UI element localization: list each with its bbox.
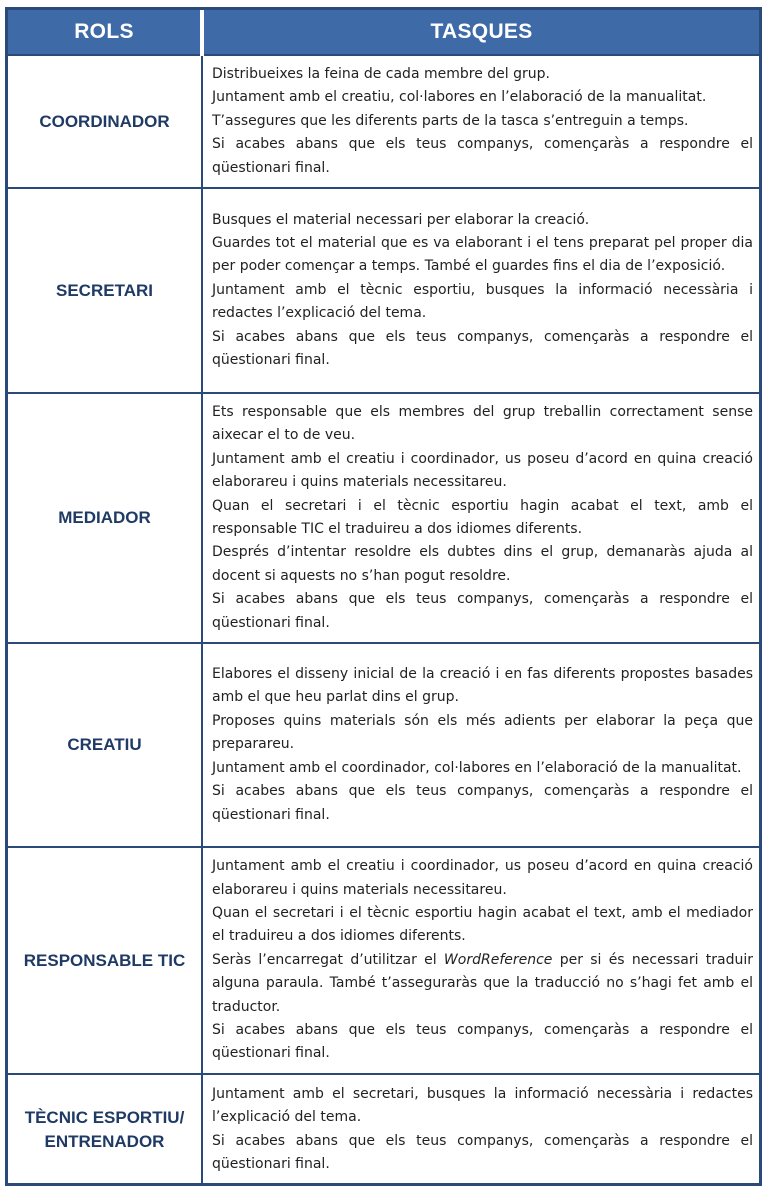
roles-table xyxy=(8,10,759,1184)
task-text-after: per si és necessari traduir alguna paraula. També t’asseguraràs que la traducció no s’hagi fet amb el traductor. xyxy=(212,951,753,1015)
role-name-line-1: TÈCNIC ESPORTIU/ xyxy=(24,1107,185,1127)
role-name: SECRETARI xyxy=(8,188,202,393)
task-item xyxy=(212,949,753,1019)
table-row xyxy=(8,55,759,188)
task-item: Quan el secretari i el tècnic esportiu hagin acabat el text, amb el mediador el traduireu a dos idiomes diferents. xyxy=(212,904,753,945)
table-row xyxy=(8,188,759,393)
task-item: Guardes tot el material que es va elaborant i el tens preparat pel proper dia per poder començar a temps. També el guardes fins el dia de l’exposició. xyxy=(212,234,753,275)
role-name xyxy=(8,1074,202,1184)
header-roles: ROLS xyxy=(8,10,202,55)
task-item: Si acabes abans que els teus companys, començaràs a respondre el qüestionari final. xyxy=(212,136,753,176)
role-name: CREATIU xyxy=(8,643,202,847)
task-list xyxy=(202,643,759,847)
header-row xyxy=(8,10,759,55)
task-item: Juntament amb el creatiu, col·labores en l’elaboració de la manualitat. xyxy=(212,89,707,106)
role-name: MEDIADOR xyxy=(8,393,202,643)
task-text-before: Seràs l’encarregat d’utilitzar el xyxy=(212,951,444,968)
table-row xyxy=(8,643,759,847)
role-name: RESPONSABLE TIC xyxy=(8,847,202,1074)
task-list xyxy=(202,847,759,1074)
table-row xyxy=(8,393,759,643)
task-item: Si acabes abans que els teus companys, començaràs a respondre el qüestionari final. xyxy=(212,591,753,631)
task-item: Juntament amb el creatiu i coordinador, us poseu d’acord en quina creació elaborareu i quins materials necessitareu. xyxy=(212,450,753,491)
task-item: Proposes quins materials són els més adients per elaborar la peça que preparareu. xyxy=(212,712,753,753)
task-item: Elabores el disseny inicial de la creació i en fas diferents propostes basades amb el que heu parlat dins el grup. xyxy=(212,666,753,706)
table-row xyxy=(8,847,759,1074)
task-item: T’assegures que les diferents parts de la tasca s’entreguin a temps. xyxy=(212,112,689,129)
task-list xyxy=(202,188,759,393)
table-row xyxy=(8,1074,759,1184)
task-item: Juntament amb el secretari, busques la informació necessària i redactes l’explicació del tema. xyxy=(212,1085,753,1126)
task-item: Si acabes abans que els teus companys, començaràs a respondre el qüestionari final. xyxy=(212,1022,753,1062)
task-list xyxy=(202,55,759,188)
wordreference-reference: WordReference xyxy=(443,951,553,968)
task-item: Si acabes abans que els teus companys, començaràs a respondre el qüestionari final. xyxy=(212,328,753,369)
task-item: Si acabes abans que els teus companys, començaràs a respondre el qüestionari final. xyxy=(212,783,753,823)
task-item: Busques el material necessari per elaborar la creació. xyxy=(212,211,590,228)
task-item: Juntament amb el coordinador, col·labores en l’elaboració de la manualitat. xyxy=(212,759,742,776)
task-item: Distribueixes la feina de cada membre del grup. xyxy=(212,65,550,82)
task-item: Quan el secretari i el tècnic esportiu hagin acabat el text, amb el responsable TIC el traduireu a dos idiomes diferents. xyxy=(212,497,753,537)
roles-tasks-table xyxy=(5,7,762,1186)
task-item: Ets responsable que els membres del grup treballin correctament sense aixecar el to de veu. xyxy=(212,403,753,444)
role-name-line-2: ENTRENADOR xyxy=(44,1131,165,1151)
task-list xyxy=(202,393,759,643)
task-item: Si acabes abans que els teus companys, començaràs a respondre el qüestionari final. xyxy=(212,1132,753,1172)
task-item: Després d’intentar resoldre els dubtes dins el grup, demanaràs ajuda al docent si aquests no s’han pogut resoldre. xyxy=(212,544,753,584)
header-tasks: TASQUES xyxy=(202,10,759,55)
role-name: COORDINADOR xyxy=(8,55,202,188)
task-item: Juntament amb el tècnic esportiu, busques la informació necessària i redactes l’explicació del tema. xyxy=(212,281,753,322)
task-list xyxy=(202,1074,759,1184)
task-item: Juntament amb el creatiu i coordinador, us poseu d’acord en quina creació elaborareu i quins materials necessitareu. xyxy=(212,858,753,898)
